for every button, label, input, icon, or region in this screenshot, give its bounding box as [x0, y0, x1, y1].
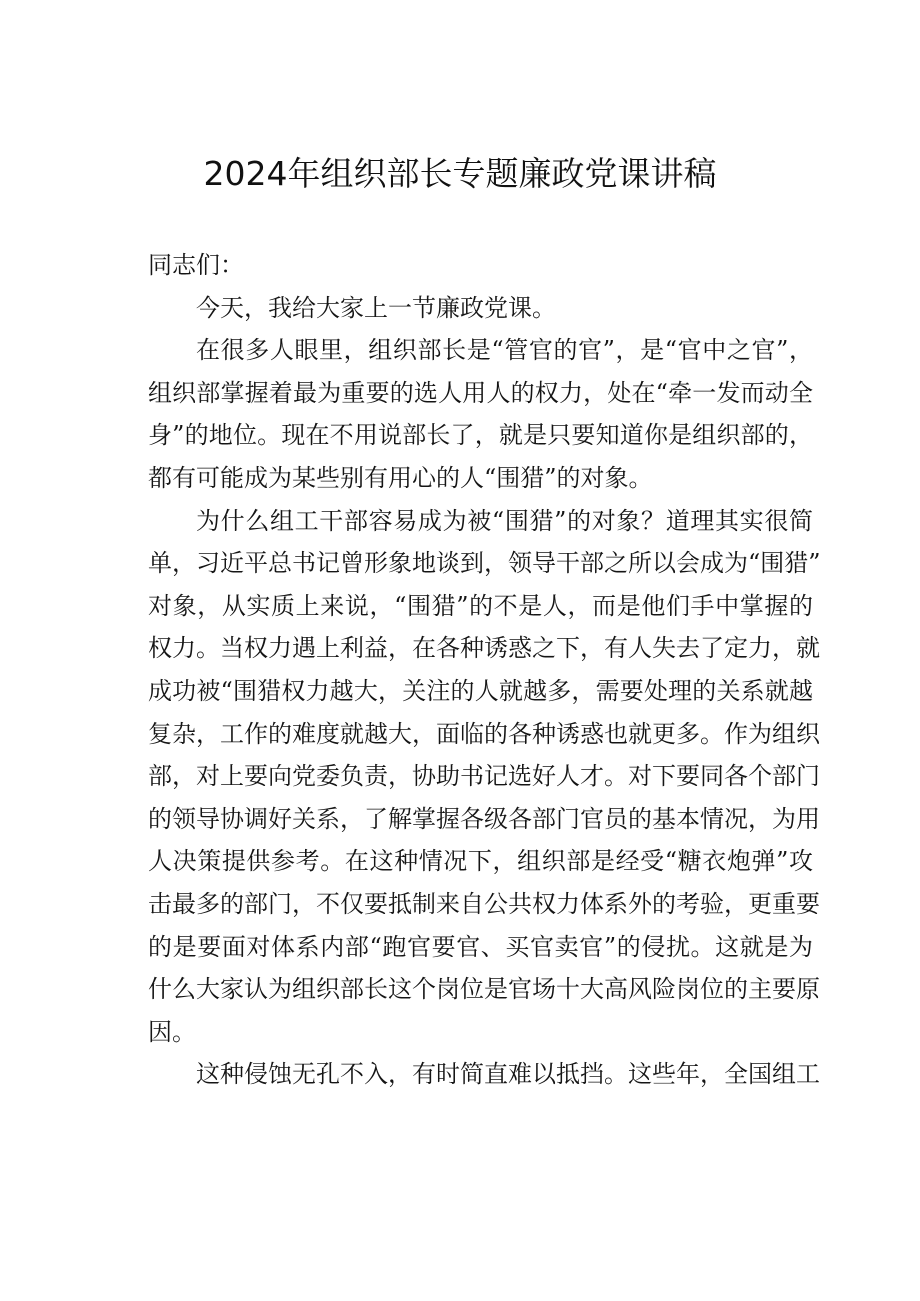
paragraph: [148, 500, 821, 1054]
paragraph: [148, 1053, 820, 1096]
paragraph-line: 成功被“围猎权力越大，关注的人就越多，需要处理的关系就越: [148, 676, 813, 705]
paragraph-line: 权力。当权力遇上利益，在各种诱惑之下，有人失去了定力，就: [148, 634, 820, 663]
paragraph: [148, 329, 813, 499]
paragraph-line: 为什么组工干部容易成为被“围猎”的对象？道理其实很简: [196, 506, 813, 535]
paragraph-line: 今天，我给大家上一节廉政党课。: [196, 293, 556, 322]
paragraph-line: 的领导协调好关系，了解掌握各级各部门官员的基本情况，为用: [148, 804, 820, 833]
paragraph-line: 这种侵蚀无孔不入，有时简直难以抵挡。这些年，全国组工: [196, 1060, 820, 1089]
paragraph-line: 击最多的部门，不仅要抵制来自公共权力体系外的考验，更重要: [148, 889, 820, 918]
paragraph: [148, 287, 813, 330]
paragraph-line: 人决策提供参考。在这种情况下，组织部是经受“糖衣炮弹”攻: [148, 847, 813, 876]
paragraph-line: 都有可能成为某些别有用心的人“围猎”的对象。: [148, 463, 653, 492]
paragraph-line: 的是要面对体系内部“跑官要官、买官卖官”的侵扰。这就是为: [148, 932, 813, 961]
paragraph-line: 身”的地位。现在不用说部长了，就是只要知道你是组织部的，: [148, 421, 813, 450]
paragraph-line: 什么大家认为组织部长这个岗位是官场十大高风险岗位的主要原: [148, 975, 820, 1004]
paragraph-line: 复杂，工作的难度就越大，面临的各种诱惑也就更多。作为组织: [148, 719, 820, 748]
paragraph-list: [148, 287, 821, 1096]
document-body: [148, 244, 821, 1096]
paragraph-line: 部，对上要向党委负责，协助书记选好人才。对下要同各个部门: [148, 762, 820, 791]
paragraph-line: 因。: [148, 1017, 196, 1046]
document-title: 2024年组织部长专题廉政党课讲稿: [203, 154, 717, 193]
salutation: 同志们：: [148, 251, 244, 279]
paragraph-line: 组织部掌握着最为重要的选人用人的权力，处在“牵一发而动全: [148, 378, 813, 407]
paragraph-line: 单，习近平总书记曾形象地谈到，领导干部之所以会成为“围猎”: [148, 549, 821, 578]
paragraph-line: 对象，从实质上来说，“围猎”的不是人，而是他们手中掌握的: [148, 591, 813, 620]
paragraph-line: 在很多人眼里，组织部长是“管官的官”，是“官中之官”，: [196, 336, 813, 365]
